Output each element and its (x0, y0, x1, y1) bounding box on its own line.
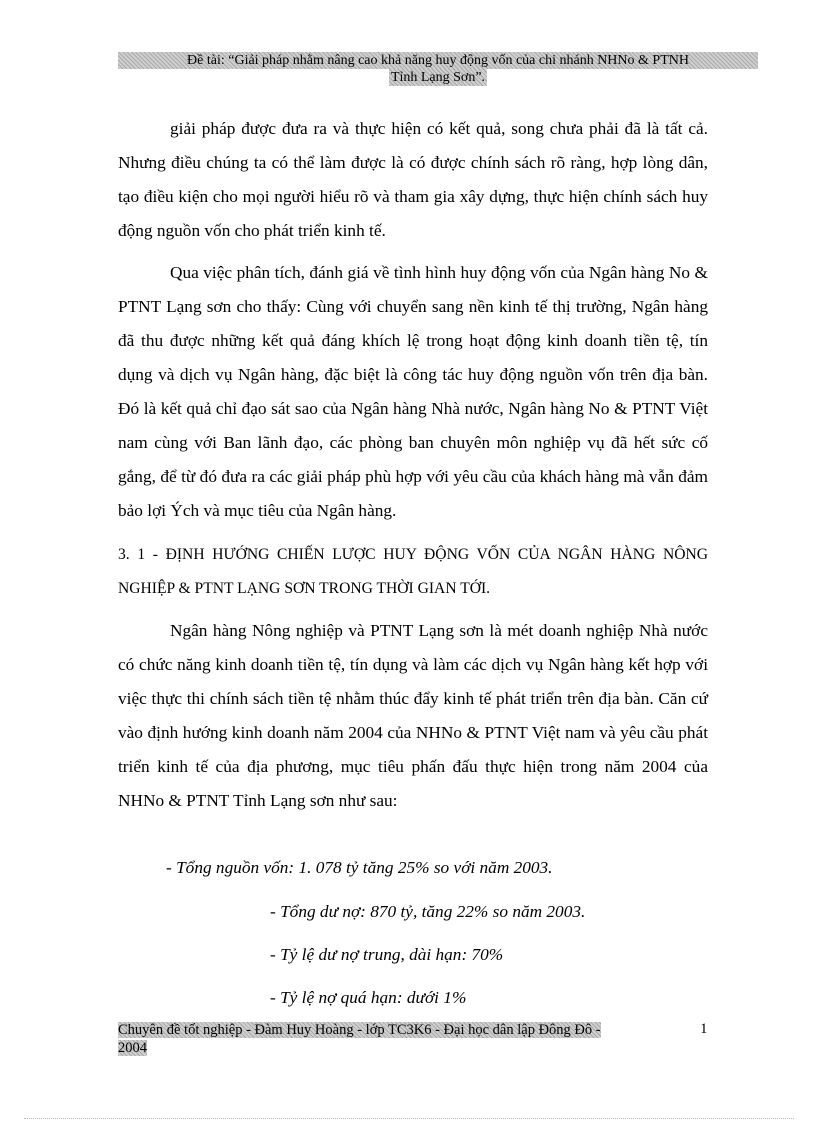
page-footer (118, 1021, 663, 1057)
paragraph-1: giải pháp được đưa ra và thực hiện có kết quả, song chưa phải đã là tất cả. Nhưng điều chúng ta có thể làm được là có được chính sách rõ ràng, hợp lòng dân, tạo điều kiện cho mọi người hiểu rõ và tham gia xây dựng, thực hiện chính sách huy động nguồn vốn cho phát triển kinh tế. (118, 119, 708, 240)
page-bottom-border (24, 1118, 794, 1119)
header-title-line1: Đề tài: “Giải pháp nhằm nâng cao khả năng huy động vốn của chi nhánh NHNo & PTNH (118, 52, 758, 69)
page-number: 1 (700, 1021, 708, 1037)
section-heading: 3. 1 - ĐỊNH HƯỚNG CHIẾN LƯỢC HUY ĐỘNG VỐN CỦA NGÂN HÀNG NÔNG NGHIỆP & PTNT LẠNG SƠN TRONG THỜI GIAN TỚI. (118, 546, 708, 597)
footer-year: 2004 (118, 1040, 147, 1056)
target-item-long-term-ratio: - Tỷ lệ dư nợ trung, dài hạn: 70% (270, 945, 504, 964)
document-body (118, 112, 708, 818)
footer-text: Chuyên đề tốt nghiệp - Đàm Huy Hoàng - lớp TC3K6 - Đại học dân lập Đông Đô - (118, 1022, 601, 1038)
target-item-total-capital: - Tổng nguồn vốn: 1. 078 tỷ tăng 25% so với năm 2003. (166, 858, 553, 877)
page-header (118, 52, 758, 86)
header-title-line2: Tỉnh Lạng Sơn”. (390, 70, 486, 85)
paragraph-3: Ngân hàng Nông nghiệp và PTNT Lạng sơn là mét doanh nghiệp Nhà nước có chức năng kinh doanh tiền tệ, tín dụng và làm các dịch vụ Ngân hàng kết hợp với việc thực thi chính sách tiền tệ nhằm thúc đẩy kinh tế phát triển trên địa bàn. Căn cứ vào định hướng kinh doanh năm 2004 của NHNo & PTNT Việt nam và yêu cầu phát triển kinh tế của địa phương, mục tiêu phấn đấu thực hiện trong năm 2004 của NHNo & PTNT Tỉnh Lạng sơn như sau: (118, 621, 708, 810)
target-item-overdue-ratio: - Tỷ lệ nợ quá hạn: dưới 1% (270, 988, 467, 1007)
target-item-total-debt: - Tổng dư nợ: 870 tỷ, tăng 22% so năm 2003. (270, 902, 586, 921)
paragraph-2: Qua việc phân tích, đánh giá về tình hình huy động vốn của Ngân hàng No & PTNT Lạng sơn cho thấy: Cùng với chuyển sang nền kinh tế thị trường, Ngân hàng đã thu được những kết quả đáng khích lệ trong hoạt động kinh doanh tiền tệ, tín dụng và dịch vụ Ngân hàng, đặc biệt là công tác huy động nguồn vốn trên địa bàn. Đó là kết quả chỉ đạo sát sao của Ngân hàng Nhà nước, Ngân hàng No & PTNT Việt nam cùng với Ban lãnh đạo, các phòng ban chuyên môn nghiệp vụ đã hết sức cố gắng, để từ đó đưa ra các giải pháp phù hợp với yêu cầu của khách hàng mà vẫn đảm bảo lợi Ých và mục tiêu của Ngân hàng. (118, 263, 708, 520)
